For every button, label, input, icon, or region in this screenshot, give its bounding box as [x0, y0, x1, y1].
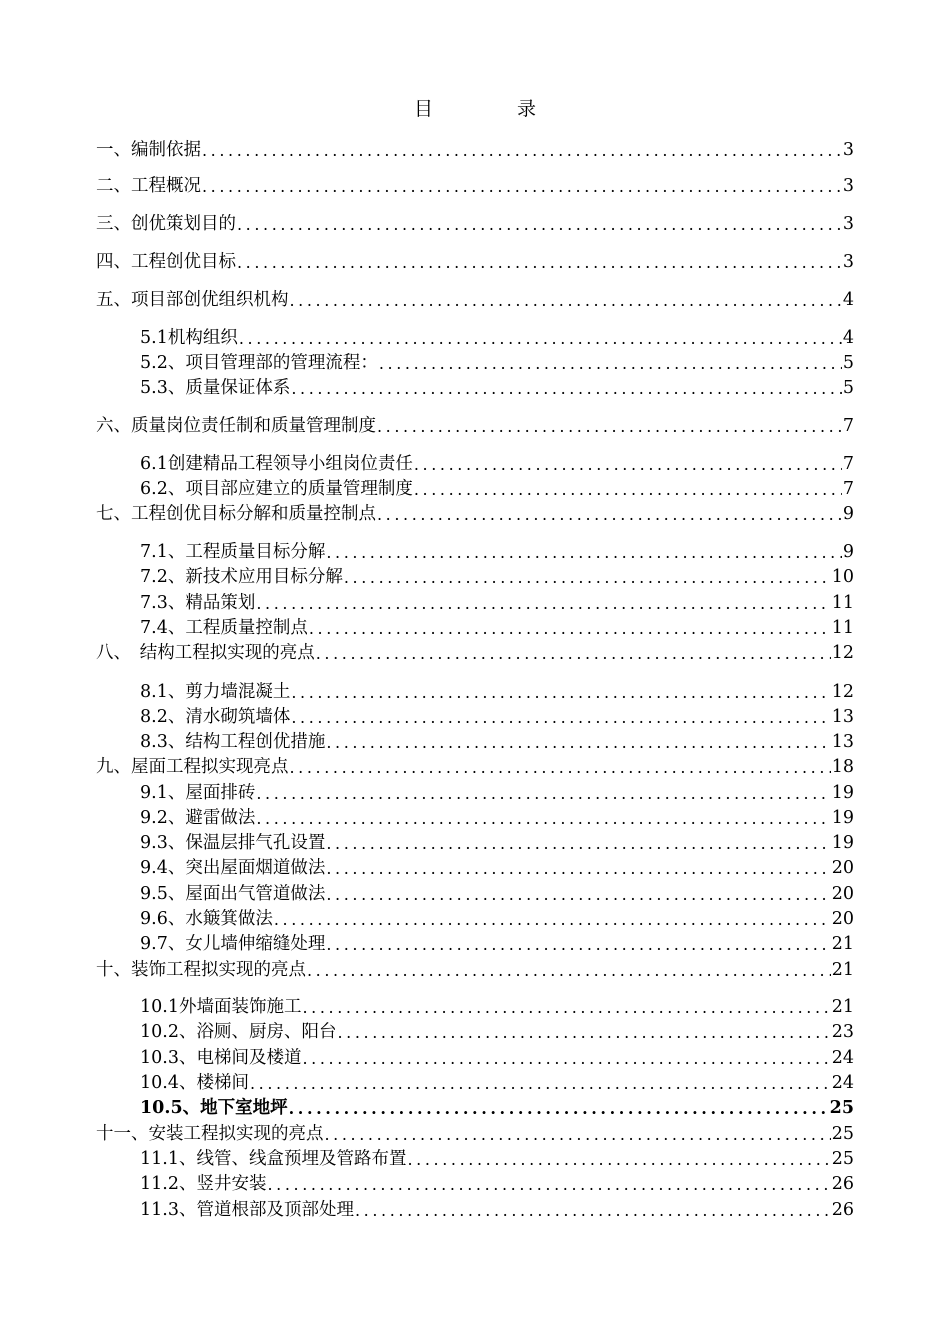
- toc-entry-title: 7.2、新技术应用目标分解: [140, 567, 343, 587]
- toc-entry-title: 八、 结构工程拟实现的亮点: [96, 643, 315, 663]
- toc-entry[interactable]: [140, 705, 854, 729]
- toc-entry[interactable]: [140, 1172, 854, 1196]
- toc-dot-leader: [301, 997, 830, 1019]
- toc-dot-leader: [324, 1124, 831, 1146]
- toc-page-number: 9: [842, 504, 854, 524]
- toc-entry-title: 五、项目部创优组织机构: [96, 290, 289, 310]
- toc-entry-title: 11.1、线管、线盒预埋及管路布置: [140, 1149, 407, 1169]
- toc-dot-leader: [255, 808, 830, 830]
- toc-page-number: 4: [842, 290, 854, 310]
- toc-entry[interactable]: [96, 755, 854, 779]
- toc-entry[interactable]: [140, 477, 854, 501]
- toc-page-number: 10: [831, 567, 854, 587]
- toc-page-number: 13: [831, 732, 854, 752]
- toc-page-number: 26: [831, 1174, 854, 1194]
- toc-dot-leader: [249, 1073, 831, 1095]
- toc-entry-title: 5.3、质量保证体系: [140, 378, 291, 398]
- toc-entry-title: 8.2、清水砌筑墙体: [140, 707, 291, 727]
- toc-entry[interactable]: [140, 452, 854, 476]
- toc-page-number: 25: [831, 1124, 854, 1144]
- toc-entry[interactable]: [140, 1020, 854, 1044]
- toc-entry-title: 6.2、项目部应建立的质量管理制度: [140, 479, 413, 499]
- toc-entry[interactable]: [96, 250, 854, 274]
- toc-page-number: 3: [842, 140, 854, 160]
- toc-entry-title: 5.2、项目管理部的管理流程：: [140, 353, 378, 373]
- toc-page-number: 24: [831, 1048, 854, 1068]
- title-char-1: 目: [413, 98, 433, 120]
- toc-entry[interactable]: [96, 958, 854, 982]
- toc-dot-leader: [266, 1174, 830, 1196]
- toc-page-number: 5: [842, 378, 854, 398]
- toc-dot-leader: [336, 1022, 830, 1044]
- toc-entry-title: 十一、安装工程拟实现的亮点: [96, 1124, 324, 1144]
- toc-entry[interactable]: [140, 907, 854, 931]
- toc-entry[interactable]: [140, 591, 854, 615]
- toc-entry[interactable]: [140, 882, 854, 906]
- toc-entry-title: 十、装饰工程拟实现的亮点: [96, 960, 306, 980]
- toc-page-number: 7: [842, 479, 854, 499]
- toc-entry[interactable]: [140, 1198, 854, 1222]
- toc-page-number: 21: [831, 960, 854, 980]
- toc-dot-leader: [273, 909, 831, 931]
- toc-entry-title: 9.2、避雷做法: [140, 808, 256, 828]
- toc-dot-leader: [288, 1098, 829, 1120]
- toc-page-number: 20: [831, 858, 854, 878]
- toc-entry[interactable]: [140, 565, 854, 589]
- toc-page-number: 11: [831, 618, 854, 638]
- toc-entry-title: 六、质量岗位责任制和质量管理制度: [96, 416, 376, 436]
- toc-page-number: 21: [831, 997, 854, 1017]
- toc-entry-title: 11.2、竖井安装: [140, 1174, 267, 1194]
- toc-page-number: 24: [831, 1073, 854, 1093]
- toc-entry[interactable]: [96, 174, 854, 198]
- toc-entry-title: 5.1机构组织: [140, 328, 238, 348]
- toc-page-number: 7: [842, 416, 854, 436]
- toc-dot-leader: [290, 378, 842, 400]
- toc-dot-leader: [255, 783, 830, 805]
- toc-entry-title: 6.1创建精品工程领导小组岗位责任: [140, 454, 413, 474]
- toc-entry-title: 10.2、浴厕、厨房、阳台: [140, 1022, 337, 1042]
- title-char-2: 录: [517, 98, 537, 120]
- toc-entry[interactable]: [140, 540, 854, 564]
- toc-entry[interactable]: [140, 1046, 854, 1070]
- toc-page-number: 21: [831, 934, 854, 954]
- toc-entry[interactable]: [96, 502, 854, 526]
- toc-entry[interactable]: [140, 806, 854, 830]
- toc-entry[interactable]: [96, 288, 854, 312]
- toc-entry-title: 8.3、结构工程创优措施: [140, 732, 326, 752]
- toc-dot-leader: [343, 567, 831, 589]
- toc-page-number: 20: [831, 884, 854, 904]
- toc-page-number: 25: [829, 1098, 854, 1118]
- toc-dot-leader: [354, 1200, 831, 1222]
- toc-dot-leader: [325, 884, 830, 906]
- toc-page-number: 20: [831, 909, 854, 929]
- toc-entry[interactable]: [140, 995, 854, 1019]
- toc-entry[interactable]: [140, 616, 854, 640]
- toc-entry-title: 9.1、屋面排砖: [140, 783, 256, 803]
- toc-entry[interactable]: [96, 212, 854, 236]
- toc-entry[interactable]: [140, 831, 854, 855]
- toc-dot-leader: [289, 290, 842, 312]
- toc-page-number: 25: [831, 1149, 854, 1169]
- toc-dot-leader: [413, 454, 842, 476]
- toc-entry[interactable]: [140, 1096, 854, 1120]
- toc-dot-leader: [406, 1149, 830, 1171]
- toc-entry[interactable]: [140, 932, 854, 956]
- toc-entry-title: 9.3、保温层排气孔设置: [140, 833, 326, 853]
- toc-page-number: 12: [831, 682, 854, 702]
- toc-entry[interactable]: [140, 376, 854, 400]
- toc-page-number: 19: [831, 783, 854, 803]
- toc-entry[interactable]: [96, 1122, 854, 1146]
- toc-dot-leader: [325, 858, 830, 880]
- toc-dot-leader: [376, 504, 842, 526]
- toc-entry-title: 七、工程创优目标分解和质量控制点: [96, 504, 376, 524]
- toc-entry[interactable]: [96, 641, 854, 665]
- toc-dot-leader: [290, 682, 830, 704]
- toc-page-number: 23: [831, 1022, 854, 1042]
- toc-dot-leader: [301, 1048, 830, 1070]
- toc-entry-title: 7.1、工程质量目标分解: [140, 542, 326, 562]
- toc-entry-title: 10.4、楼梯间: [140, 1073, 249, 1093]
- toc-entry-title: 11.3、管道根部及顶部处理: [140, 1200, 354, 1220]
- toc-entry-title: 9.5、屋面出气管道做法: [140, 884, 326, 904]
- toc-page-number: 9: [842, 542, 854, 562]
- toc-dot-leader: [376, 416, 842, 438]
- toc-page-number: 18: [831, 757, 854, 777]
- toc-page-number: 3: [842, 252, 854, 272]
- toc-page-number: 3: [842, 214, 854, 234]
- toc-entry[interactable]: [140, 326, 854, 350]
- toc-dot-leader: [306, 960, 831, 982]
- toc-page-number: 4: [842, 328, 854, 348]
- toc-dot-leader: [315, 643, 831, 665]
- toc-entry-title: 10.5、地下室地坪: [140, 1098, 288, 1118]
- toc-page-number: 19: [831, 808, 854, 828]
- toc-entry-title: 10.1外墙面装饰施工: [140, 997, 302, 1017]
- toc-entry-title: 9.6、水簸箕做法: [140, 909, 273, 929]
- toc-dot-leader: [325, 732, 830, 754]
- toc-entry-title: 三、创优策划目的: [96, 214, 236, 234]
- toc-dot-leader: [290, 707, 830, 729]
- toc-page-number: 19: [831, 833, 854, 853]
- toc-entry-title: 9.7、女儿墙伸缩缝处理: [140, 934, 326, 954]
- toc-dot-leader: [325, 934, 830, 956]
- toc-entry-title: 四、工程创优目标: [96, 252, 236, 272]
- toc-dot-leader: [255, 593, 830, 615]
- toc-dot-leader: [201, 176, 842, 198]
- toc-entry-title: 二、工程概况: [96, 176, 201, 196]
- toc-dot-leader: [201, 140, 842, 162]
- toc-dot-leader: [289, 757, 831, 779]
- toc-entry-title: 7.3、精品策划: [140, 593, 256, 613]
- toc-entry-title: 一、编制依据: [96, 140, 201, 160]
- toc-page-number: 3: [842, 176, 854, 196]
- toc-dot-leader: [325, 833, 830, 855]
- toc-page-number: 11: [831, 593, 854, 613]
- toc-dot-leader: [236, 214, 842, 236]
- toc-page-number: 12: [831, 643, 854, 663]
- toc-dot-leader: [236, 252, 842, 274]
- toc-dot-leader: [238, 328, 842, 350]
- toc-dot-leader: [325, 542, 842, 564]
- toc-entry[interactable]: [140, 1071, 854, 1095]
- toc-page-number: 5: [842, 353, 854, 373]
- toc-dot-leader: [308, 618, 831, 640]
- toc-entry[interactable]: [140, 730, 854, 754]
- toc-entry[interactable]: [140, 856, 854, 880]
- toc-dot-leader: [413, 479, 842, 501]
- toc-entry-title: 10.3、电梯间及楼道: [140, 1048, 302, 1068]
- toc-entry[interactable]: [140, 680, 854, 704]
- toc-entry-title: 九、屋面工程拟实现亮点: [96, 757, 289, 777]
- toc-page-number: 26: [831, 1200, 854, 1220]
- toc-entry-title: 8.1、剪力墙混凝土: [140, 682, 291, 702]
- toc-entry[interactable]: [96, 414, 854, 438]
- toc-entry[interactable]: [96, 138, 854, 162]
- toc-dot-leader: [378, 353, 842, 375]
- toc-entry[interactable]: [140, 351, 854, 375]
- toc-entry-title: 7.4、工程质量控制点: [140, 618, 308, 638]
- toc-page-number: 7: [842, 454, 854, 474]
- toc-entry[interactable]: [140, 781, 854, 805]
- toc-entry-title: 9.4、突出屋面烟道做法: [140, 858, 326, 878]
- toc-entry[interactable]: [140, 1147, 854, 1171]
- toc-page-number: 13: [831, 707, 854, 727]
